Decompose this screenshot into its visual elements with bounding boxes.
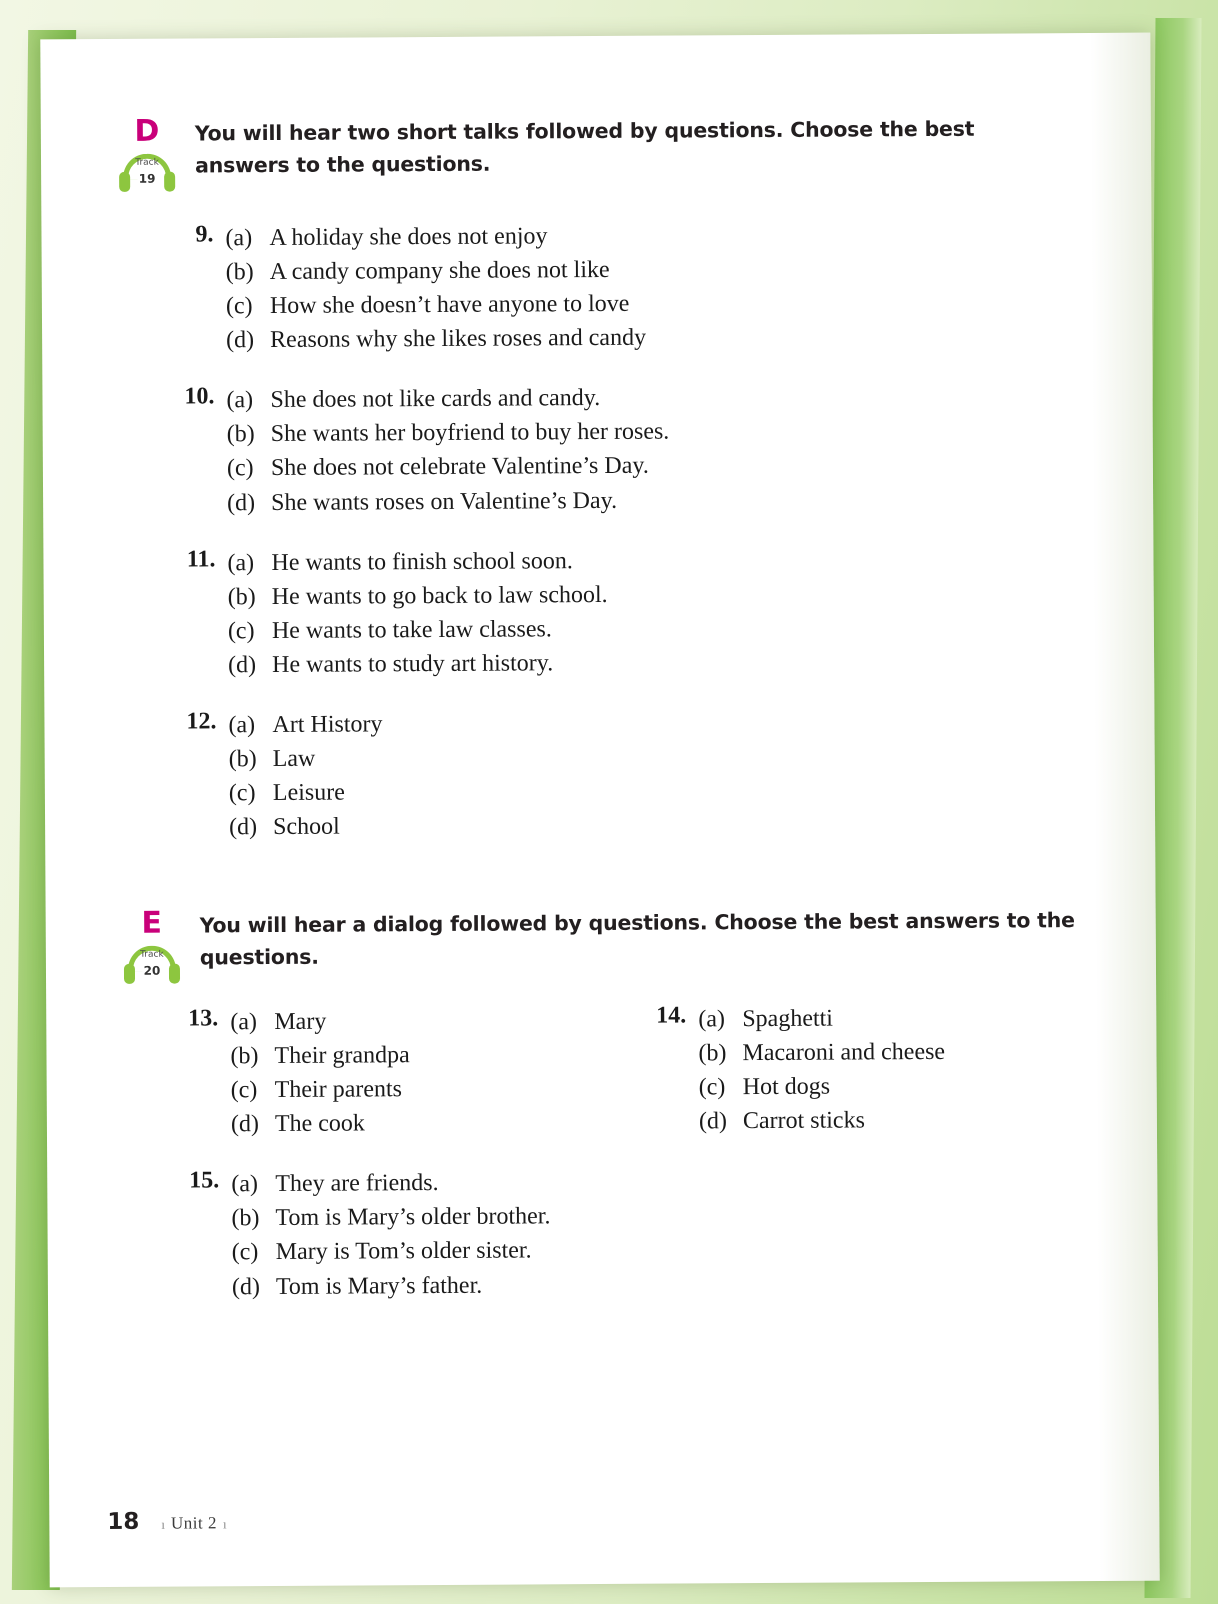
question-13-number: 13.	[188, 1005, 219, 1032]
choice-9d-text: Reasons why she likes roses and candy	[270, 324, 647, 354]
choice-11b-tag: (b)	[227, 583, 256, 610]
footer-tick-left: ı	[161, 1516, 166, 1532]
choice-10d-text: She wants roses on Valentine’s Day.	[271, 487, 618, 516]
question-11-number: 11.	[186, 545, 216, 573]
section-e-header	[104, 903, 1104, 988]
choice-13d-tag: (d)	[230, 1111, 259, 1138]
choice-9b-tag: (b)	[225, 259, 254, 286]
choice-10c-text: She does not celebrate Valentine’s Day.	[270, 453, 649, 482]
choice-15c-tag: (c)	[231, 1239, 259, 1266]
choice-14b-tag: (b)	[698, 1040, 727, 1067]
footer-tick-right: ı	[222, 1516, 227, 1532]
choice-9a-text: A holiday she does not enjoy	[269, 223, 548, 252]
choice-15a[interactable]	[231, 1162, 1105, 1201]
choice-13b-tag: (b)	[230, 1043, 259, 1070]
choice-14b-text: Macaroni and cheese	[742, 1038, 946, 1067]
question-12-number: 12.	[186, 708, 217, 735]
page-number: 18	[107, 1508, 140, 1536]
question-13	[168, 1003, 637, 1142]
question-14-choices	[698, 1000, 1105, 1139]
choice-11c[interactable]	[228, 609, 1102, 648]
track-number-e: 20	[143, 963, 161, 978]
choice-12a-text: Art History	[272, 711, 383, 738]
question-15-number: 15.	[189, 1167, 220, 1194]
choice-13a-text: Mary	[274, 1008, 327, 1035]
choice-15b[interactable]	[231, 1196, 1105, 1235]
question-11	[165, 541, 1102, 683]
choice-11b-text: He wants to go back to law school.	[271, 581, 608, 610]
headphones-icon-track-19	[116, 152, 178, 196]
choice-15d-tag: (d)	[231, 1273, 260, 1300]
choice-14d[interactable]	[699, 1102, 1105, 1139]
choice-13b-text: Their grandpa	[274, 1042, 410, 1070]
question-column-left	[168, 1003, 637, 1142]
choice-10b-tag: (b)	[226, 421, 255, 448]
choice-10d-tag: (d)	[227, 489, 256, 516]
choice-12a[interactable]	[228, 703, 1102, 742]
choice-15d[interactable]	[232, 1264, 1106, 1303]
choice-10b[interactable]	[227, 412, 1101, 451]
section-e-marker	[104, 905, 200, 988]
choice-15a-text: They are friends.	[275, 1170, 439, 1198]
choice-11c-tag: (c)	[227, 617, 255, 645]
choice-14a-tag: (a)	[698, 1006, 726, 1033]
choice-10c-tag: (c)	[226, 455, 254, 482]
choice-15c[interactable]	[232, 1230, 1106, 1269]
choice-10a-tag: (a)	[226, 387, 254, 414]
section-d-header	[99, 111, 1099, 196]
choice-12c[interactable]	[229, 771, 1103, 810]
choice-13b[interactable]	[230, 1037, 636, 1074]
section-e	[104, 903, 1106, 1305]
workbook-page	[40, 33, 1159, 1588]
choice-12b-tag: (b)	[228, 746, 257, 773]
choice-14d-tag: (d)	[698, 1108, 727, 1135]
question-12-choices	[228, 703, 1103, 845]
choice-14a-text: Spaghetti	[742, 1005, 834, 1033]
choice-11a-text: He wants to finish school soon.	[271, 547, 573, 576]
choice-15d-text: Tom is Mary’s father.	[275, 1272, 483, 1300]
section-d	[99, 111, 1103, 845]
choice-15a-tag: (a)	[231, 1171, 259, 1198]
choice-11b[interactable]	[228, 575, 1102, 614]
track-label-e: Track	[140, 949, 164, 960]
choice-13c-tag: (c)	[230, 1077, 258, 1104]
choice-9a[interactable]	[225, 216, 1099, 255]
choice-12d-tag: (d)	[229, 814, 258, 841]
choice-12b-text: Law	[272, 745, 316, 773]
question-column-right	[636, 1000, 1105, 1139]
choice-12b[interactable]	[229, 737, 1103, 776]
choice-9d-tag: (d)	[226, 327, 255, 354]
question-row-13-14	[168, 1000, 1105, 1142]
question-10-choices	[226, 378, 1101, 520]
question-9-number: 9.	[195, 221, 214, 248]
choice-14d-text: Carrot sticks	[742, 1107, 865, 1135]
choice-9d[interactable]	[226, 318, 1100, 357]
unit-label: Unit 2	[170, 1513, 218, 1533]
choice-12d-text: School	[273, 813, 340, 841]
track-number-d: 19	[138, 171, 156, 186]
question-14	[636, 1000, 1105, 1139]
question-10-number: 10.	[184, 383, 215, 410]
choice-10a[interactable]	[226, 378, 1100, 417]
choice-13a[interactable]	[230, 1003, 636, 1040]
choice-12d[interactable]	[229, 805, 1103, 844]
choice-9c-tag: (c)	[225, 293, 253, 320]
choice-14b[interactable]	[698, 1034, 1104, 1071]
choice-11d-tag: (d)	[228, 651, 257, 679]
question-11-choices	[227, 541, 1102, 683]
headphones-icon-track-20	[121, 944, 183, 988]
choice-9b-text: A candy company she does not like	[269, 257, 610, 286]
choice-12a-tag: (a)	[228, 712, 256, 739]
choice-9c-text: How she doesn’t have anyone to love	[269, 290, 630, 320]
section-e-question-list	[168, 1000, 1106, 1304]
page-footer	[107, 1508, 232, 1535]
choice-15c-text: Mary is Tom’s older sister.	[275, 1237, 532, 1266]
choice-13d-text: The cook	[274, 1110, 365, 1138]
question-14-number: 14.	[656, 1002, 687, 1029]
choice-13a-tag: (a)	[230, 1009, 258, 1036]
choice-9b[interactable]	[226, 250, 1100, 289]
section-d-question-list	[163, 216, 1103, 845]
choice-14c[interactable]	[699, 1068, 1105, 1105]
choice-14c-text: Hot dogs	[742, 1073, 831, 1101]
choice-10d[interactable]	[227, 480, 1101, 519]
choice-11a[interactable]	[227, 541, 1101, 580]
choice-15b-tag: (b)	[231, 1205, 260, 1232]
section-letter-e: E	[141, 905, 163, 941]
track-label-d: Track	[135, 157, 159, 168]
section-letter-d: D	[134, 113, 160, 149]
question-13-choices	[230, 1003, 637, 1142]
choice-13c[interactable]	[231, 1071, 637, 1108]
choice-11d[interactable]	[228, 643, 1102, 682]
question-12	[166, 703, 1103, 845]
choice-11a-tag: (a)	[227, 549, 255, 576]
question-10	[164, 378, 1101, 520]
choice-9a-tag: (a)	[225, 225, 253, 252]
choice-14a[interactable]	[698, 1000, 1104, 1037]
choice-15b-text: Tom is Mary’s older brother.	[275, 1203, 551, 1232]
question-15-choices	[231, 1162, 1106, 1304]
choice-13d[interactable]	[231, 1105, 637, 1142]
question-9	[163, 216, 1100, 358]
question-9-choices	[225, 216, 1100, 358]
section-d-marker	[99, 113, 195, 196]
choice-10b-text: She wants her boyfriend to buy her roses.	[270, 418, 670, 448]
section-e-instruction: You will hear a dialog followed by questions. Choose the best answers to the questions.	[199, 908, 1075, 970]
section-d-instruction: You will hear two short talks followed by questions. Choose the best answers to the questions.	[194, 116, 975, 178]
choice-10c[interactable]	[227, 446, 1101, 485]
question-15	[169, 1162, 1106, 1304]
choice-11c-text: He wants to take law classes.	[271, 616, 552, 644]
choice-12c-text: Leisure	[272, 779, 345, 807]
choice-9c[interactable]	[226, 284, 1100, 323]
choice-11d-text: He wants to study art history.	[272, 650, 554, 678]
choice-12c-tag: (c)	[228, 780, 256, 807]
choice-14c-tag: (c)	[698, 1074, 726, 1101]
choice-10a-text: She does not like cards and candy.	[270, 385, 601, 414]
choice-13c-text: Their parents	[274, 1076, 403, 1104]
